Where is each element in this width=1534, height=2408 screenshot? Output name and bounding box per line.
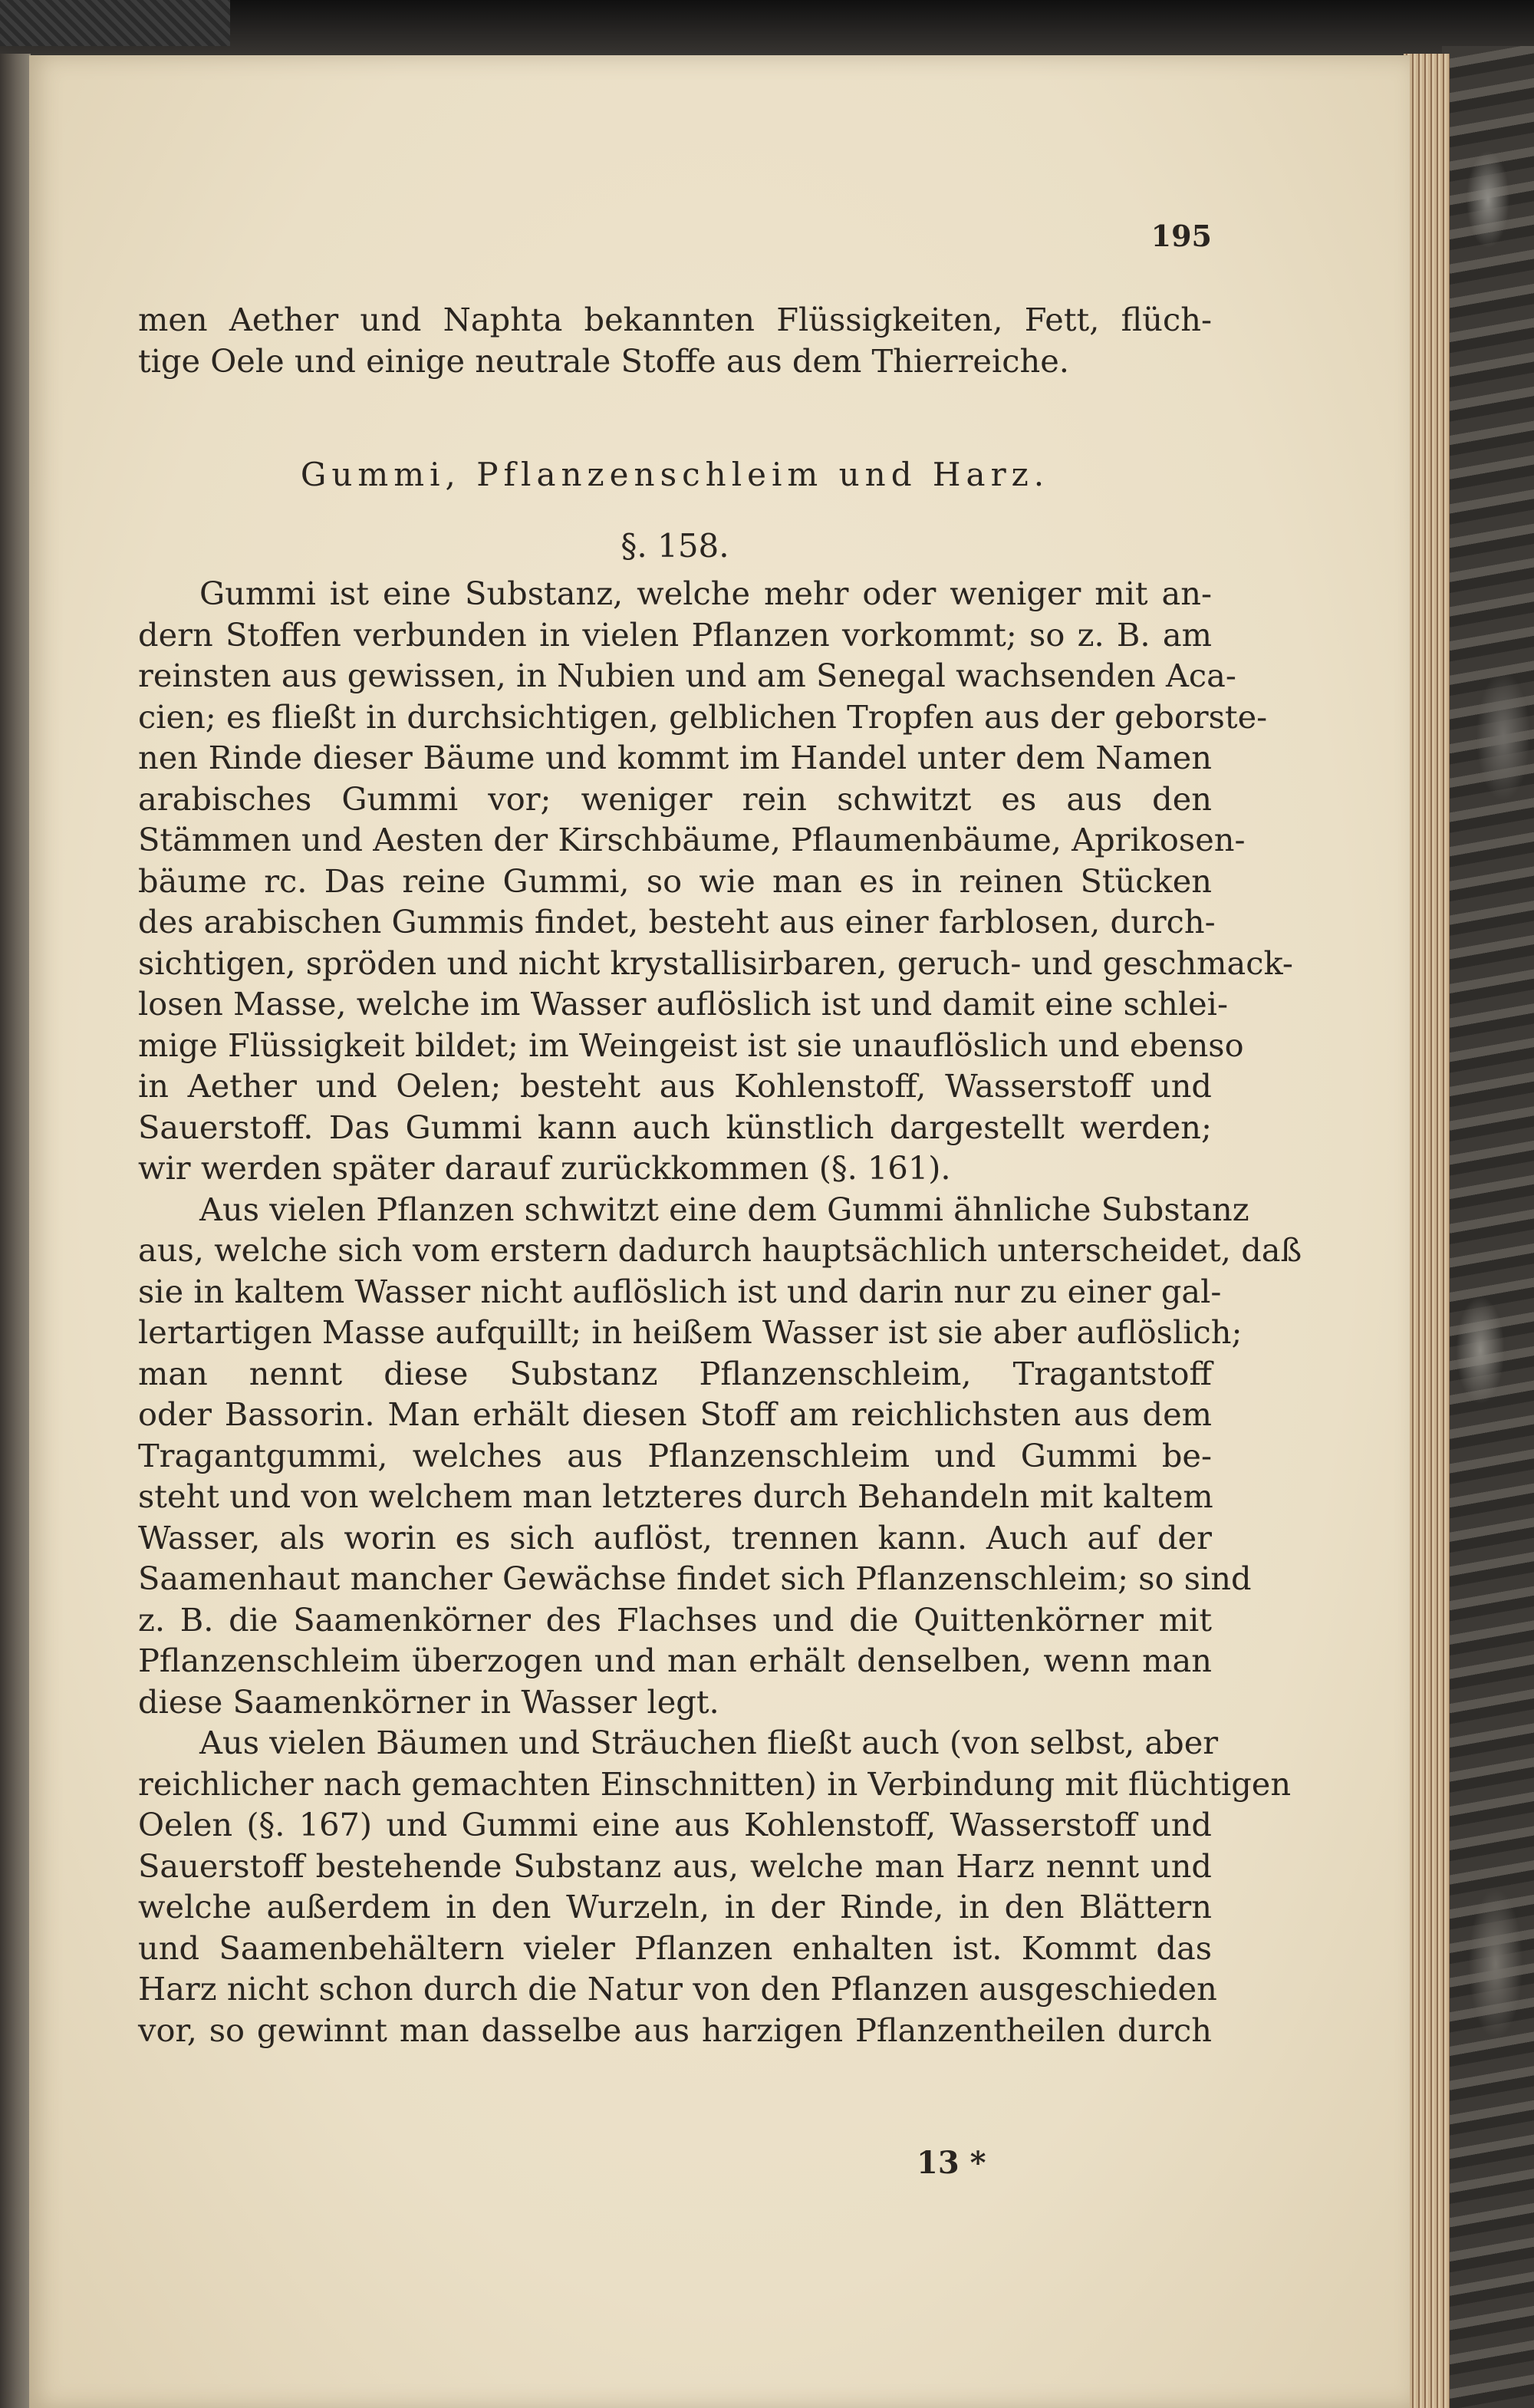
text-line: und Saamenbehältern vieler Pflanzen enhalten ist. Kommt das [138,1929,1212,1967]
text-line: Pflanzenschleim überzogen und man erhält denselben, wenn man [138,1642,1212,1679]
text-line: oder Bassorin. Man erhält diesen Stoff am reichlichsten aus dem [138,1395,1212,1433]
text-line: Oelen (§. 167) und Gummi eine aus Kohlenstoff, Wasserstoff und [138,1806,1212,1843]
paragraph-harz [138,1722,1292,2051]
text-line: Sauerstoff bestehende Substanz aus, welche man Harz nennt und [138,1846,1212,1885]
text-line: reichlicher nach gemachten Einschnitten) in Verbindung mit flüchtigen [138,1764,1292,1803]
text-line: dern Stoffen verbunden in vielen Pflanzen vorkommt; so z. B. am [138,615,1212,654]
text-line: Stämmen und Aesten der Kirschbäume, Pflaumenbäume, Aprikosen- [138,821,1246,858]
page-number: 195 [1150,219,1212,253]
page-stack-edges [1404,54,1450,2408]
text-line: Gummi ist eine Substanz, welche mehr oder weniger mit an- [199,575,1212,612]
text-line: Saamenhaut mancher Gewächse findet sich Pflanzenschleim; so sind [138,1560,1252,1597]
text-line: lertartigen Masse aufquillt; in heißem Wasser ist sie aber auflöslich; [138,1313,1243,1351]
text-line: Aus vielen Pflanzen schwitzt eine dem Gummi ähnliche Substanz [199,1190,1249,1228]
text-line: man nennt diese Substanz Pflanzenschleim, Tragantstoff [138,1354,1212,1392]
paragraph-pflanzenschleim [138,1189,1302,1723]
chapter-heading: Gummi, Pflanzenschleim und Harz. [300,456,1050,493]
text-line: tige Oele und einige neutrale Stoffe aus dem Thierreiche. [138,341,1069,380]
page-text [138,299,1302,2051]
paragraph-gummi [138,573,1293,1189]
scan-background-top [0,0,1534,60]
text-line: des arabischen Gummis findet, besteht aus einer farblosen, durch- [138,903,1216,940]
text-line: wir werden später darauf zurückkommen (§. 161). [138,1149,951,1187]
book-binding-edge [0,54,31,2408]
text-line: reinsten aus gewissen, in Nubien und am Senegal wachsenden Aca- [138,657,1236,694]
text-line: in Aether und Oelen; besteht aus Kohlenstoff, Wasserstoff und [138,1067,1212,1105]
text-line: cien; es fließt in durchsichtigen, gelblichen Tropfen aus der geborste- [138,697,1268,736]
text-line: bäume rc. Das reine Gummi, so wie man es in reinen Stücken [138,861,1212,900]
text-line: arabisches Gummi vor; weniger rein schwitzt es aus den [138,779,1212,818]
text-line: Wasser, als worin es sich auflöst, trennen kann. Auch auf der [138,1518,1212,1556]
text-line: Sauerstoff. Das Gummi kann auch künstlich dargestellt werden; [138,1108,1212,1146]
text-line: sichtigen, spröden und nicht krystallisirbaren, geruch- und geschmack- [138,944,1293,982]
text-line: Tragantgummi, welches aus Pflanzenschleim und Gummi be- [138,1436,1212,1474]
text-line: z. B. die Saamenkörner des Flachses und die Quittenkörner mit [138,1600,1212,1639]
text-line: sie in kaltem Wasser nicht auflöslich ist und darin nur zu einer gal- [138,1272,1222,1310]
text-line: nen Rinde dieser Bäume und kommt im Handel unter dem Namen [138,739,1212,776]
section-number: §. 158. [621,527,729,565]
text-line: men Aether und Naphta bekannten Flüssigkeiten, Fett, flüch- [138,301,1212,338]
signature-mark: 13 * [917,2145,986,2181]
text-line: steht und von welchem man letzteres durch Behandeln mit kaltem [138,1477,1213,1515]
text-line: aus, welche sich vom erstern dadurch hauptsächlich unterscheidet, daß [138,1231,1302,1269]
marbled-cover-edge [1442,46,1534,2408]
text-line: vor, so gewinnt man dasselbe aus harzigen Pflanzentheilen durch [138,2011,1212,2049]
text-line: diese Saamenkörner in Wasser legt. [138,1682,719,1721]
text-line: welche außerdem in den Wurzeln, in der Rinde, in den Blättern [138,1888,1212,1925]
text-line: losen Masse, welche im Wasser auflöslich ist und damit eine schlei- [138,985,1228,1023]
text-line: Aus vielen Bäumen und Sträuchen fließt auch (von selbst, aber [199,1724,1219,1761]
book-cloth-corner [0,0,230,46]
text-line: Harz nicht schon durch die Natur von den Pflanzen ausgeschieden [138,1970,1217,2008]
text-line: mige Flüssigkeit bildet; im Weingeist ist sie unauflöslich und ebenso [138,1026,1244,1064]
